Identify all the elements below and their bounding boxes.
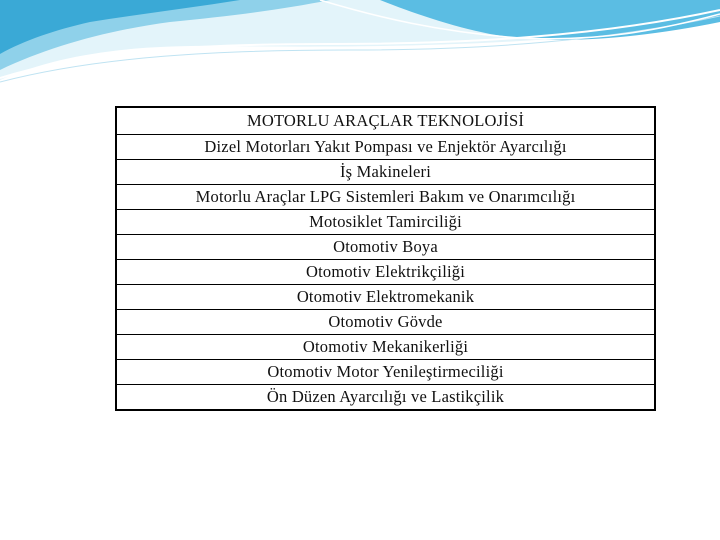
header-wave-decoration <box>0 0 720 90</box>
table-row <box>116 185 655 210</box>
table-row <box>116 285 655 310</box>
table-cell: Otomotiv Gövde <box>116 310 655 335</box>
table-row <box>116 360 655 385</box>
table-cell: Otomotiv Mekanikerliği <box>116 335 655 360</box>
table-row <box>116 235 655 260</box>
table-cell: Motorlu Araçlar LPG Sistemleri Bakım ve Onarımcılığı <box>116 185 655 210</box>
table-row <box>116 385 655 411</box>
table-row <box>116 160 655 185</box>
table-row <box>116 135 655 160</box>
program-list-table <box>115 106 656 411</box>
table-row <box>116 260 655 285</box>
table-row <box>116 310 655 335</box>
table-row <box>116 210 655 235</box>
table-cell: Otomotiv Motor Yenileştirmeciliği <box>116 360 655 385</box>
table-cell: Otomotiv Elektromekanik <box>116 285 655 310</box>
table-title-row <box>116 107 655 135</box>
table-row <box>116 335 655 360</box>
table-title: MOTORLU ARAÇLAR TEKNOLOJİSİ <box>116 107 655 135</box>
table-cell: Otomotiv Elektrikçiliği <box>116 260 655 285</box>
table-cell: Motosiklet Tamirciliği <box>116 210 655 235</box>
table-cell: Otomotiv Boya <box>116 235 655 260</box>
table-cell: İş Makineleri <box>116 160 655 185</box>
table-cell: Dizel Motorları Yakıt Pompası ve Enjektör Ayarcılığı <box>116 135 655 160</box>
table-cell: Ön Düzen Ayarcılığı ve Lastikçilik <box>116 385 655 411</box>
